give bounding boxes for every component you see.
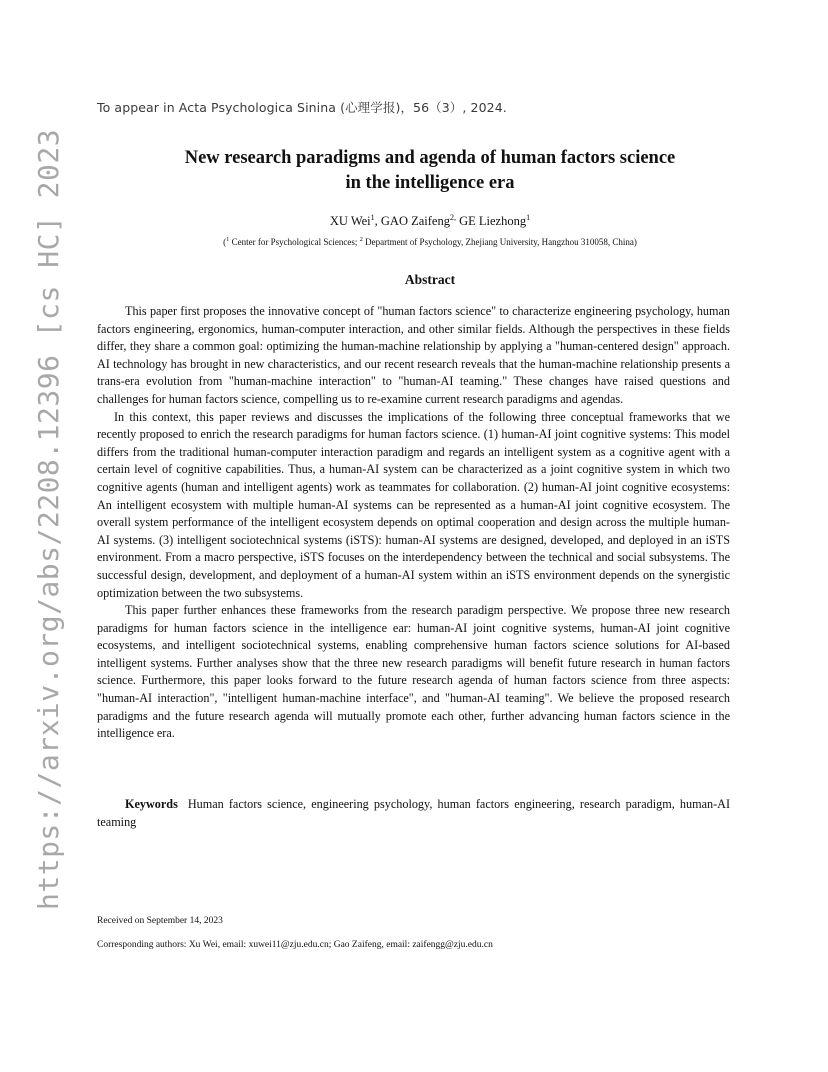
keywords-text: Human factors science, engineering psychology, human factors engineering, research paradigm, human-AI teaming bbox=[97, 797, 730, 829]
affiliation-text: Department of Psychology, Zhejiang University, Hangzhou 310058, China bbox=[362, 237, 634, 247]
author-name: GE Liezhong bbox=[459, 214, 527, 229]
affiliation-mark: 2 bbox=[359, 236, 363, 243]
abstract-paragraph: This paper first proposes the innovative concept of "human factors science" to characterize engineering psychology, human factors engineering, ergonomics, human-computer interaction, and other similar fields. Although the perspectives in these fields differ, they share a common goal: optimizing the human-machine relationship by applying a "human-centered design" approach. AI technology has brought in new characteristics, and our recent research reveals that the human-machine relationship presents a trans-era evolution from "human-machine interaction" to "human-AI teaming." These changes have raised questions and challenges for human factors science, compelling us to re-examine current research paradigms and agendas. bbox=[97, 304, 730, 406]
affiliation-mark: 1 bbox=[226, 236, 230, 243]
abstract-body bbox=[97, 303, 730, 743]
received-date: Received on September 14, 2023 bbox=[97, 916, 223, 926]
affiliations: ($^1$ Center for Psychological Sciences; $^2$ Department of Psychology, Zhejiang University, Hangzhou 310058, China) bbox=[223, 236, 637, 247]
keywords-label: Keywords bbox=[125, 797, 178, 811]
arxiv-identifier-stamp: https://arxiv.org/abs/2208.12396 [cs HC] 2023 bbox=[32, 128, 65, 910]
author-name: XU Wei bbox=[329, 214, 371, 229]
abstract-paragraph: In this context, this paper reviews and discusses the implications of the following three conceptual frameworks that we recently proposed to enrich the research paradigms for human factors science. (1) human-AI joint cognitive systems: This model differs from the traditional human-computer interaction paradigm and regards an intelligent system as a cognitive agent with a certain level of cognitive capabilities. Thus, a human-AI system can be characterized as a joint cognitive system in which two cognitive agents (human and intelligent agents) work as teammates for collaboration. (2) human-AI joint cognitive ecosystems: An intelligent ecosystem with multiple human-AI systems can be represented as a human-AI joint cognitive ecosystem. The overall system performance of the intelligent ecosystem depends on optimal cooperation and design across the multiple human-AI systems. (3) intelligent sociotechnical systems (iSTS): human-AI systems are designed, developed, and deployed in an iSTS environment. From a macro perspective, iSTS focuses on the interdependency between the technical and social subsystems. The successful design, development, and deployment of a human-AI system within an iSTS environment depends on the synergistic optimization between the two subsystems. bbox=[97, 409, 730, 600]
author-affiliation-mark: 2, bbox=[449, 213, 456, 222]
journal-note: To appear in Acta Psychologica Sinina (心理学报)，56（3）, 2024. bbox=[97, 100, 507, 115]
corresponding-authors: Corresponding authors: Xu Wei, email: xuwei11@zju.edu.cn; Gao Zaifeng, email: zaifengg@zju.edu.cn bbox=[97, 940, 493, 950]
abstract-paragraph: This paper further enhances these frameworks from the research paradigm perspective. We propose three new research paradigms for human factors science in the intelligence ear: human-AI joint cognitive systems, human-AI joint cognitive ecosystems, and intelligent sociotechnical systems, enabling comprehensive human factors science solutions for AI-based intelligent systems. Further analyses show that the three new research paradigms will benefit future research in human factors science. Furthermore, this paper looks forward to the future research agenda of human factors science from three aspects: "human-AI interaction", "intelligent human-machine interface", and "human-AI teaming". We believe the proposed research paradigms and the future research agenda will mutually promote each other, further advancing human factors science in the intelligence era. bbox=[97, 603, 730, 741]
affiliation-text: Center for Psychological Sciences; bbox=[229, 237, 360, 247]
paper-title-line-1: New research paradigms and agenda of human factors science bbox=[184, 148, 676, 168]
abstract-heading: Abstract bbox=[404, 272, 456, 287]
author-list: XU Wei$^1$, GAO Zaifeng$^{2,}$ GE Liezhong$^1$ bbox=[329, 213, 531, 229]
author-affiliation-mark: 1 bbox=[526, 213, 531, 222]
paper-title bbox=[110, 146, 750, 196]
keywords bbox=[97, 795, 730, 831]
author-affiliation-mark: 1 bbox=[370, 213, 375, 222]
paper-title-line-2: in the intelligence era bbox=[345, 173, 515, 193]
author-name: GAO Zaifeng bbox=[380, 214, 450, 229]
